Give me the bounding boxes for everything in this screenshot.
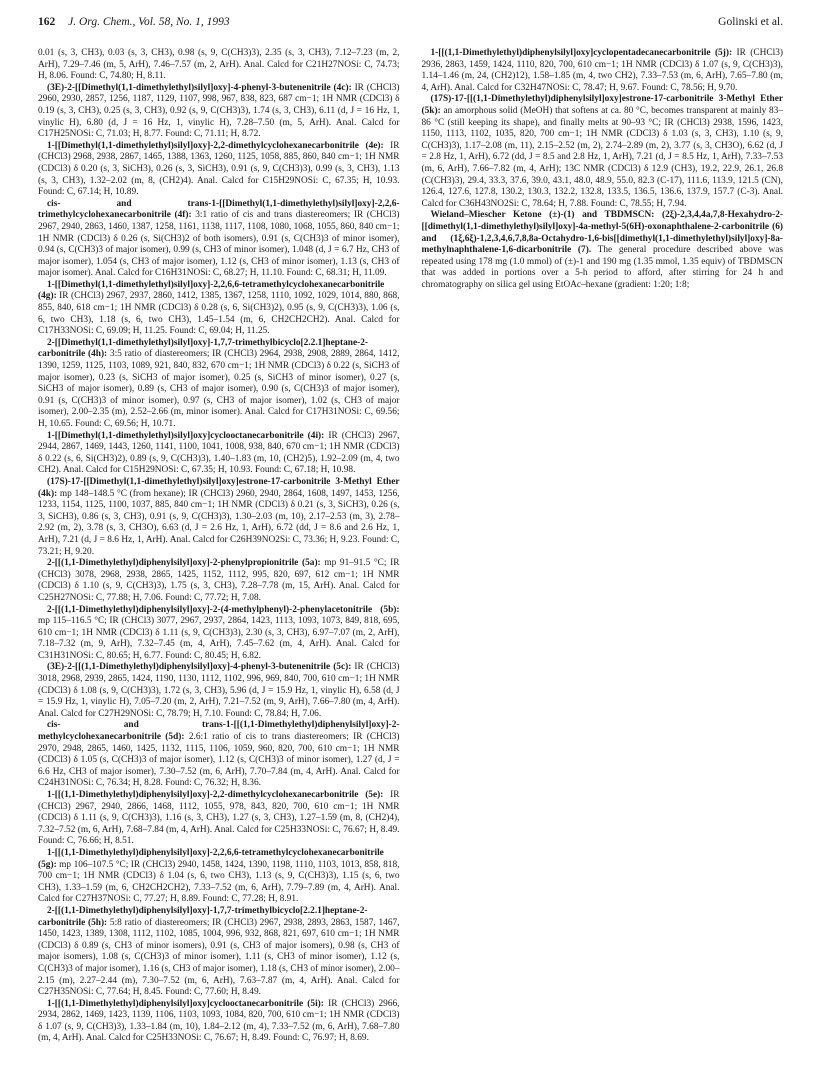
compound-entry	[38, 790, 400, 848]
compound-entry	[38, 280, 400, 338]
compound-entry	[422, 210, 784, 291]
characterization-data: IR (CHCl3) 3018, 2968, 2939, 2865, 1424, 1190, 1130, 1112, 1102, 996, 969, 840, 700, 610 cm−1; 1H NMR (CDCl3) δ 1.08 (s, 9, C(CH3)3), 1.72 (s, 3, CH3), 5.96 (d, J = 15.9 Hz, 1, vinylic H), 6.58 (d, J = 15.9 Hz, 1, vinylic H), 7.05–7.20 (m, 2, ArH), 7.21–7.52 (m, 9, ArH), 7.66–7.80 (m, 4, ArH). Anal. Calcd for C27H29NOSi: C, 78.79; H, 7.10. Found: C, 78.84; H, 7.06.	[38, 662, 400, 719]
compound-name: 1-[[Dimethyl(1,1-dimethylethyl)silyl]oxy]cyclooctanecarbonitrile (4i):	[47, 430, 325, 441]
compound-name: cis- and trans-1-[[Dimethyl(1,1-dimethylethyl)silyl]oxy]-2,2,6-trimethylcyclohexanecarbonitrile (4f):	[38, 198, 400, 221]
characterization-data: IR (CHCl3) 2967, 2937, 2860, 1412, 1385, 1367, 1258, 1110, 1092, 1029, 1014, 880, 868, 855, 840, 618 cm−1; 1H NMR (CDCl3) δ 0.28 (s, 6, Si(CH3)2), 0.95 (s, 9, C(CH3)3), 1.06 (s, 6, two CH3), 1.18 (s, 6, two CH3), 1.45–1.54 (m, 6, CH2CH2CH2). Anal. Calcd for C17H33NOSi: C, 69.09; H, 11.25. Found: C, 69.04; H, 11.25.	[38, 291, 400, 337]
compound-name: 1-[[Dimethyl(1,1-dimethylethyl)silyl]oxy]-2,2,6,6-tetramethylcyclohexanecarbonitrile (4g):	[38, 279, 385, 302]
compound-name: (3E)-2-[[Dimethyl(1,1-dimethylethyl)silyl]oxy]-4-phenyl-3-butenenitrile (4c):	[47, 82, 352, 93]
compound-entry	[38, 848, 400, 906]
compound-name: 1-[[(1,1-Dimethylethyl)diphenylsilyl]oxy]-2,2,6,6-tetramethylcyclohexanecarbonitrile (5g):	[38, 847, 384, 870]
compound-name: 2-[[(1,1-Dimethylethyl)diphenylsilyl]oxy]-1,7,7-trimethylbicyclo[2.2.1]heptane-2-carbonitrile (5h):	[38, 905, 368, 928]
characterization-data: IR (CHCl3) 2966, 2934, 2862, 1469, 1423, 1139, 1106, 1103, 1093, 1084, 820, 700, 610 cm−1; 1H NMR (CDCl3) δ 1.07 (s, 9, C(CH3)3), 1.33–1.84 (m, 10), 1.84–2.12 (m, 4), 7.33–7.52 (m, 6, ArH), 7.68–7.80 (m, 4, ArH). Anal. Calcd for C25H33NOSi: C, 76.67; H, 8.49. Found: C, 76.97; H, 8.69.	[38, 998, 400, 1044]
compound-name: (3E)-2-[[(1,1-Dimethylethyl)diphenylsilyl]oxy]-4-phenyl-3-butenenitrile (5c):	[47, 662, 352, 673]
characterization-data: 3:5 ratio of diastereomers; IR (CHCl3) 2964, 2938, 2908, 2889, 2864, 1412, 1390, 1259, 1125, 1103, 1089, 921, 840, 832, 670 cm−1; 1H NMR (CDCl3) δ 0.22 (s, SiCH3 of major isomer), 0.23 (s, SiCH3 of major isomer), 0.25 (s, SiCH3 of minor isomer), 0.27 (s, SiCH3 of major isomer), 0.89 (s, CH3 of major isomer), 0.90 (s, C(CH3)3 of major isomer), 0.91 (s, C(CH3)3 of minor isomer), 0.97 (s, CH3 of major isomer), 1.02 (s, CH3 of major isomer), 2.00–2.35 (m), 2.52–2.66 (m, minor isomer). Anal. Calcd for C17H31NOSi: C, 69.56; H, 10.65. Found: C, 69.56; H, 10.71.	[38, 349, 400, 429]
characterization-data: mp 115–116.5 °C; IR (CHCl3) 3077, 2967, 2937, 2864, 1423, 1113, 1093, 1073, 849, 818, 695, 610 cm−1; 1H NMR (CDCl3) δ 1.11 (s, 9, C(CH3)3), 2.30 (s, 3, CH3), 6.97–7.07 (m, 2, ArH), 7.18–7.32 (m, 9, ArH), 7.32–7.45 (m, 4, ArH), 7.45–7.62 (m, 4, ArH). Anal. Calcd for C31H31NOSi: C, 80.65; H, 6.77. Found: C, 80.45; H, 6.82.	[38, 616, 400, 661]
characterization-data: 3:1 ratio of cis and trans diastereomers; IR (CHCl3) 2967, 2940, 2863, 1460, 1387, 1258, 1161, 1138, 1117, 1108, 1080, 1068, 1055, 860, 840 cm−1; 1H NMR (CDCl3) δ 0.26 (s, Si(CH3)2 of both isomers), 0.91 (s, C(CH3)3 of minor isomer), 0.94 (s, C(CH3)3 of major isomer), 0.99 (s, CH3 of minor isomer), 1.048 (d, J = 6.7 Hz, CH3 of major isomer), 1.054 (s, CH3 of major isomer), 1.12 (s, CH3 of minor isomer), 1.13 (s, CH3 of major isomer). Anal. Calcd for C16H31NOSi: C, 68.27; H, 11.10. Found: C, 68.31; H, 11.09.	[38, 210, 400, 279]
compound-entry	[38, 431, 400, 477]
continued-paragraph	[38, 48, 400, 83]
compound-entry	[38, 199, 400, 280]
compound-entry	[38, 558, 400, 604]
running-header	[38, 16, 783, 36]
compound-entry	[38, 338, 400, 431]
compound-name: (17S)-17-[[Dimethyl(1,1-dimethylethyl)silyl]oxy]estrone-17-carbonitrile 3-Methyl Ether (4k):	[38, 476, 400, 499]
journal-citation: J. Org. Chem., Vol. 58, No. 1, 1993	[68, 16, 230, 28]
compound-entry	[422, 94, 784, 210]
characterization-data: 0.01 (s, 3, CH3), 0.03 (s, 3, CH3), 0.98 (s, 9, C(CH3)3), 2.35 (s, 3, CH3), 7.12–7.23 (m, 2, ArH), 7.29–7.46 (m, 5, ArH), 7.46–7.57 (m, 2, ArH). Anal. Calcd for C21H27NOSi: C, 74.73; H, 8.06. Found: C, 74.80; H, 8.11.	[38, 48, 400, 82]
characterization-data: IR (CHCl3) 2967, 2940, 2866, 1468, 1112, 1055, 978, 843, 820, 700, 610 cm−1; 1H NMR (CDCl3) δ 1.11 (s, 9, C(CH3)3), 1.16 (s, 3, CH3), 1.27 (s, 3, CH3), 1.27–1.59 (m, 8, (CH2)4), 7.32–7.52 (m, 6, ArH), 7.68–7.84 (m, 4, ArH). Anal. Calcd for C25H33NOSi: C, 76.67; H, 8.49. Found: C, 76.66; H, 8.51.	[38, 790, 400, 847]
compound-entry	[38, 999, 400, 1045]
running-authors: Golinski et al.	[718, 16, 783, 28]
compound-entry	[38, 720, 400, 790]
characterization-data: IR (CHCl3) 2936, 2863, 1459, 1424, 1110, 820, 700, 610 cm−1; 1H NMR (CDCl3) δ 1.07 (s, 9, C(CH3)3), 1.14–1.46 (m, 24, (CH2)12), 1.58–1.85 (m, 4, two CH2), 7.33–7.53 (m, 6, ArH), 7.65–7.80 (m, 4, ArH). Anal. Calcd for C32H47NOSi: C, 78.47; H, 9.67. Found: C, 78.56; H, 9.70.	[421, 48, 783, 93]
compound-entry	[38, 477, 400, 558]
compound-entry	[422, 48, 784, 94]
compound-name: (17S)-17-[[(1,1-Dimethylethyl)diphenylsilyl]oxy]estrone-17-carbonitrile 3-Methyl Ether (5k):	[421, 94, 783, 116]
compound-entry	[38, 662, 400, 720]
page-number: 162	[38, 16, 56, 28]
characterization-data: mp 148–148.5 °C (from hexane); IR (CHCl3) 2960, 2940, 2864, 1608, 1497, 1453, 1256, 1233, 1154, 1125, 1100, 1037, 885, 840 cm−1; 1H NMR (CDCl3) δ 0.21 (s, 3, SiCH3), 0.26 (s, 3, SiCH3), 0.86 (s, 3, CH3), 0.91 (s, 9, C(CH3)3), 1.30–2.03 (m, 10), 2.17–2.53 (m, 3), 2.78–2.92 (m, 2), 3.78 (s, 3, CH3O), 6.63 (d, J = 2.6 Hz, 1, ArH), 6.72 (dd, J = 8.6 and 2.6 Hz, 1, ArH), 7.21 (d, J = 8.6 Hz, 1, ArH). Anal. Calcd for C26H39NO2Si: C, 73.36; H, 9.23. Found: C, 73.21; H, 9.20.	[38, 488, 400, 557]
compound-name: 2-[[(1,1-Dimethylethyl)diphenylsilyl]oxy]-2-phenylpropionitrile (5a):	[47, 558, 321, 569]
characterization-data: mp 106–107.5 °C; IR (CHCl3) 2940, 1458, 1424, 1390, 1198, 1110, 1103, 1013, 858, 818, 700 cm−1; 1H NMR (CDCl3) δ 1.04 (s, 6, two CH3), 1.13 (s, 9, C(CH3)3), 1.15 (s, 6, two CH3), 1.33–1.59 (m, 6, CH2CH2CH2), 7.33–7.52 (m, 6, ArH), 7.79–7.89 (m, 4, ArH). Anal. Calcd for C27H37NOSi: C, 77.27; H, 8.89. Found: C, 77.28; H, 8.91.	[38, 859, 400, 905]
compound-name: Wieland–Miescher Ketone (±)-(1) and TBDMSCN: (2ξ)-2,3,4,4a,7,8-Hexahydro-2-[[dimethyl(1,1-dimethylethyl)silyl]oxy]-4a-methyl-5(6H)-oxonaphthalene-2-carbonitrile (6) and (1ξ,6ξ)-1,2,3,4,6,7,8,8a-Octahydro-1,6-bis[[dimethyl(1,1-dimethylethyl)silyl]oxy]-8a-methylnaphthalene-1,6-dicarbonitrile (7).	[421, 210, 783, 256]
characterization-data: mp 91–91.5 °C; IR (CHCl3) 3078, 2968, 2938, 2865, 1425, 1152, 1112, 995, 820, 697, 612 cm−1; 1H NMR (CDCl3) δ 1.10 (s, 9, C(CH3)3), 1.75 (s, 3, CH3), 7.28–7.78 (m, 15, ArH). Anal. Calcd for C25H27NOSi: C, 77.88; H, 7.06. Found: C, 77.72; H, 7.08.	[38, 558, 400, 603]
compound-name: 2-[[(1,1-Dimethylethyl)diphenylsilyl]oxy]-2-(4-methylphenyl)-2-phenylacetonitrile (5b):	[47, 604, 400, 615]
characterization-data: IR (CHCl3) 2968, 2938, 2867, 1465, 1388, 1363, 1260, 1125, 1058, 885, 860, 840 cm−1; 1H NMR (CDCl3) δ 0.20 (s, 3, SiCH3), 0.26 (s, 3, SiCH3), 0.91 (s, 9, C(CH3)3), 0.99 (s, 3, CH3), 1.13 (s, 3, CH3), 1.32–2.02 (m, 8, (CH2)4). Anal. Calcd for C15H29NOSi: C, 67.35; H, 10.93. Found: C, 67.14; H, 10.89.	[38, 140, 400, 198]
compound-entry	[38, 83, 400, 141]
article-body	[38, 48, 783, 1058]
compound-name: cis- and trans-1-[[(1,1-Dimethylethyl)diphenylsilyl]oxy]-2-methylcyclohexanecarbonitrile (5d):	[38, 720, 400, 743]
compound-name: 1-[[(1,1-Dimethylethyl)diphenylsilyl]oxy]cyclopentadecanecarbonitrile (5j):	[430, 48, 733, 58]
characterization-data: The general procedure described above was repeated using 178 mg (1.0 mmol) of (±)-1 and 190 mg (1.35 mmol, 1.35 equiv) of TBDMSCN that was added in portions over a 5-h period to afford, after stirring for 24 h and chromatography on silica gel using EtOAc–hexane (gradient: 1:20; 1:8;	[421, 245, 783, 290]
characterization-data: 5:8 ratio of diastereomers; IR (CHCl3) 2967, 2938, 2893, 2863, 1587, 1467, 1450, 1423, 1389, 1308, 1112, 1102, 1085, 1004, 996, 932, 868, 821, 697, 610 cm−1; 1H NMR (CDCl3) δ 0.89 (s, CH3 of minor isomers), 0.91 (s, CH3 of major isomers), 0.98 (s, CH3 of major isomers), 1.08 (s, C(CH3)3 of minor isomer), 1.11 (s, CH3 of minor isomer), 1.12 (s, C(CH3)3 of major isomer), 1.16 (s, CH3 of major isomer), 1.18 (s, CH3 of minor isomer), 2.00–2.15 (m), 2.27–2.44 (m), 7.30–7.52 (m, 6, ArH), 7.63–7.87 (m, 4, ArH). Anal. Calcd for C27H35NOSi: C, 77.64; H, 8.45. Found: C, 77.60; H, 8.49.	[38, 917, 400, 998]
characterization-data: an amorphous solid (MeOH) that softens at ca. 80 °C, becomes transparent at mainly 83–86 °C (still keeping its shape), and finally melts at 90–93 °C; IR (CHCl3) 2938, 1596, 1423, 1150, 1113, 1102, 1035, 820, 700 cm−1; 1H NMR (CDCl3) δ 1.03 (s, 3, CH3), 1.10 (s, 9, C(CH3)3), 1.17–2.08 (m, 11), 2.15–2.52 (m, 2), 2.74–2.89 (m, 2), 3.77 (s, 3, CH3O), 6.62 (d, J = 2.8 Hz, 1, ArH), 6.72 (dd, J = 8.5 and 2.8 Hz, 1, ArH), 7.21 (d, J = 8.5 Hz, 1, ArH), 7.33–7.53 (m, 6, ArH), 7.66–7.82 (m, 4, ArH); 13C NMR (CDCl3) δ 12.9 (CH3), 19.2, 22.9, 26.1, 26.8 (C(CH3)3), 29.4, 33.3, 37.6, 39.0, 43.1, 48.0, 48.9, 55.0, 82.3 (C-17), 111.6, 113.9, 121.5 (CN), 126.4, 127.6, 127.8, 130.2, 130.3, 132.2, 132.8, 133.5, 136.5, 136.6, 137.9, 157.7 (C-3). Anal. Calcd for C36H43NO2Si: C, 78.64; H, 7.88. Found: C, 78.55; H, 7.94.	[421, 105, 783, 209]
compound-name: 1-[[(1,1-Dimethylethyl)diphenylsilyl]oxy]-2,2-dimethylcyclohexanecarbonitrile (5e):	[47, 790, 384, 800]
compound-name: 2-[[Dimethyl(1,1-dimethylethyl)silyl]oxy]-1,7,7-trimethylbicyclo[2.2.1]heptane-2-carbonitrile (4h):	[38, 337, 368, 360]
characterization-data: IR (CHCl3) 2967, 2944, 2867, 1469, 1443, 1260, 1141, 1100, 1041, 1008, 938, 840, 670 cm−1; 1H NMR (CDCl3) δ 0.22 (s, 6, Si(CH3)2), 0.89 (s, 9, C(CH3)3), 1.40–1.83 (m, 10, (CH2)5), 1.92–2.09 (m, 4, two CH2). Anal. Calcd for C15H29NOSi: C, 67.35; H, 10.93. Found: C, 67.18; H, 10.98.	[38, 430, 400, 476]
compound-name: 1-[[(1,1-Dimethylethyl)diphenylsilyl]oxy]cyclooctanecarbonitrile (5i):	[47, 998, 324, 1009]
compound-entry	[38, 141, 400, 199]
header-left	[38, 16, 230, 28]
compound-entry	[38, 906, 400, 999]
compound-entry	[38, 605, 400, 663]
characterization-data: 2.6:1 ratio of cis to trans diastereomers; IR (CHCl3) 2970, 2948, 2865, 1460, 1425, 1132, 1115, 1106, 1059, 960, 820, 700, 610 cm−1; 1H NMR (CDCl3) δ 1.05 (s, C(CH3)3 of major isomer), 1.12 (s, C(CH3)3 of minor isomer), 1.27 (d, J = 6.6 Hz, CH3 of major isomer), 7.30–7.52 (m, 6, ArH), 7.70–7.84 (m, 4, ArH). Anal. Calcd for C24H31NOSi: C, 76.34; H, 8.28. Found: C, 76.32; H, 8.36.	[38, 732, 400, 789]
characterization-data: IR (CHCl3) 2960, 2930, 2857, 1256, 1187, 1129, 1107, 998, 967, 838, 823, 687 cm−1; 1H NMR (CDCl3) δ 0.19 (s, 3, CH3), 0.25 (s, 3, CH3), 0.92 (s, 9, C(CH3)3), 1.74 (s, 3, CH3), 6.11 (d, J = 16 Hz, 1, vinylic H), 6.80 (d, J = 16 Hz, 1, vinylic H), 7.28–7.50 (m, 5, ArH). Anal. Calcd for C17H25NOSi: C, 71.03; H, 8.77. Found: C, 71.11; H, 8.72.	[38, 82, 400, 140]
compound-name: 1-[[Dimethyl(1,1-dimethylethyl)silyl]oxy]-2,2-dimethylcyclohexanecarbonitrile (4e):	[47, 140, 384, 151]
